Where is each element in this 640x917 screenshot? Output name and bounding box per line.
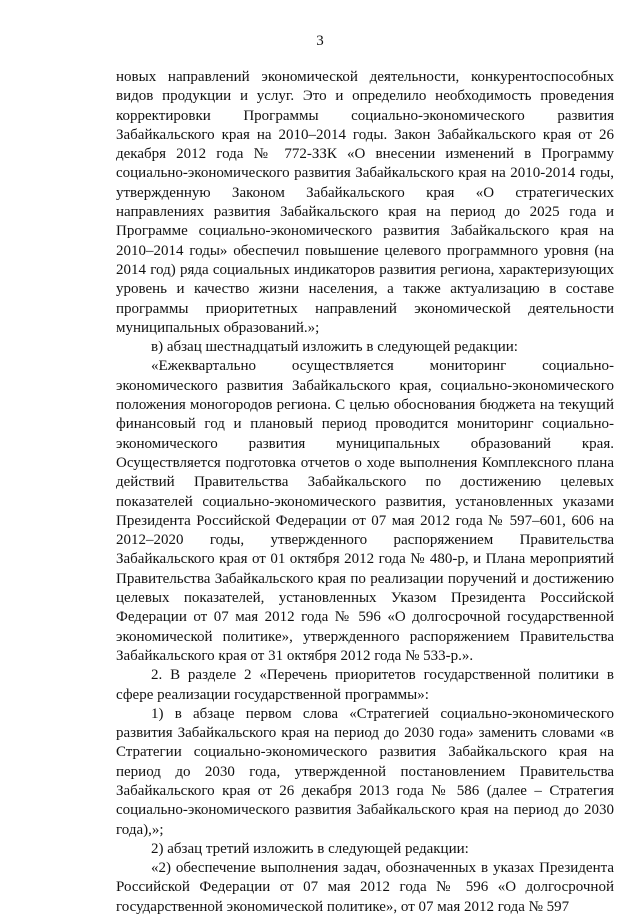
paragraph-section-2: 2. В разделе 2 «Перечень приоритетов государственной политики в сфере реализации государственной программы»: (116, 667, 614, 703)
paragraph-item-v: в) абзац шестнадцатый изложить в следующей редакции: (151, 339, 518, 356)
paragraph-continuation: новых направлений экономической деятельности, конкурентоспособных видов продукции и услуг. Это и определило необходимость проведения корректировки Программы социально-экономического развития Забайкальского края на 2010–2014 годы. Закон Забайкальского края от 26 декабря 2012 года № 772-ЗЗК «О внесении изменений в Программу социально-экономического развития Забайкальского края на 2010-2014 годы, утвержденную Законом Забайкальского края «О стратегических направлениях развития Забайкальского края на период до 2025 года и Программе социально-экономического развития Забайкальского края на 2010–2014 годы» обеспечил повышение целевого программного уровня (на 2014 год) ряда социальных индикаторов развития региона, характеризующих уровень и качество жизни населения, а также актуализацию в составе программы приоритетных направлений экономической деятельности муниципальных образований.»; (116, 69, 614, 336)
paragraph-quoted-tasks: «2) обеспечение выполнения задач, обозначенных в указах Президента Российской Федерации от 07 мая 2012 года № 596 «О долгосрочной государственной экономической политике», от 07 мая 2012 года № 597 (116, 860, 614, 915)
paragraph-quoted-monitoring: «Ежеквартально осуществляется мониторинг социально-экономического развития Забайкальского края, социально-экономического положения моногородов региона. С целью обоснования бюджета на текущий финансовый год и плановый период проводится мониторинг социально-экономического развития муниципальных образований края. Осуществляется подготовка отчетов о ходе выполнения Комплексного плана действий Правительства Забайкальского по достижению целевых показателей социально-экономического развития, установленных указами Президента Российской Федерации от 07 мая 2012 года № 597–601, 606 на 2012–2020 годы, утвержденного распоряжением Правительства Забайкальского края от 01 октября 2012 года № 480-р, и Плана мероприятий Правительства Забайкальского края по реализации поручений и достижению целевых показателей, установленных Указом Президента Российской Федерации от 07 мая 2012 года № 596 «О долгосрочной государственной экономической политике», утвержденного распоряжением Правительства Забайкальского края от 31 октября 2012 года № 533-р.». (116, 358, 614, 664)
paragraph-item-2: 2) абзац третий изложить в следующей редакции: (151, 840, 469, 857)
page-number: 3 (316, 33, 324, 49)
paragraph-item-1: 1) в абзаце первом слова «Стратегией социально-экономического развития Забайкальского края на период до 2030 года» заменить словами «в Стратегии социально-экономического развития Забайкальского края на период до 2030 года, утвержденной постановлением Правительства Забайкальского края от 26 декабря 2013 года № 586 (далее – Стратегия социально-экономического развития Забайкальского края на период до 2030 года),»; (116, 705, 614, 838)
document-body (116, 68, 614, 917)
